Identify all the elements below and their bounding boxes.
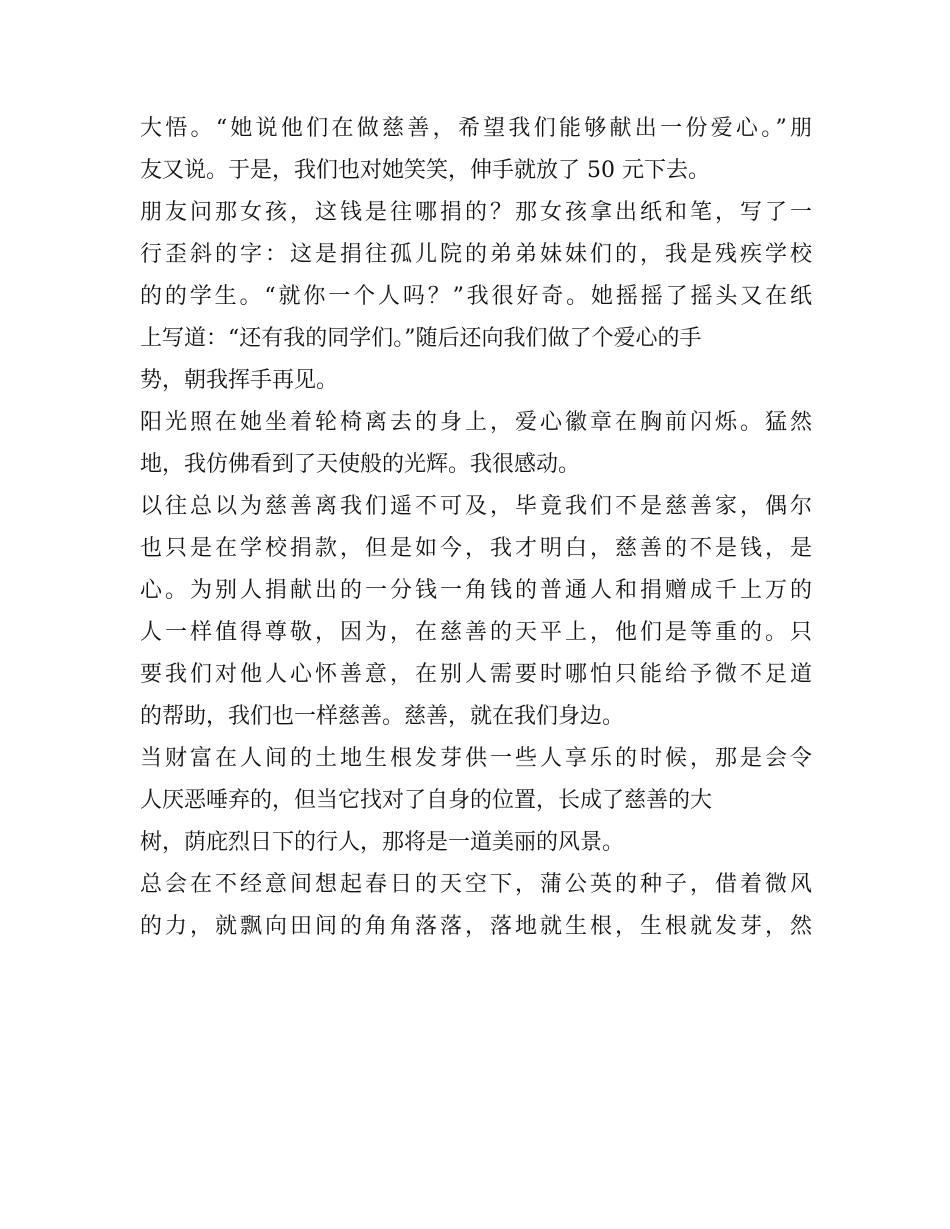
- text-line: 要我们对他人心怀善意，在别人需要时哪怕只能给予微不足道: [140, 662, 812, 687]
- text-line: 的的学生。“就你一个人吗？”我很好奇。她摇摇了摇头又在纸: [140, 284, 812, 309]
- text-line: 上写道：“还有我的同学们。”随后还向我们做了个爱心的手: [140, 326, 702, 351]
- text-line: 人一样值得尊敬，因为，在慈善的天平上，他们是等重的。只: [140, 620, 812, 645]
- text-line: 的帮助，我们也一样慈善。慈善，就在我们身边。: [140, 704, 625, 729]
- text-line: 地，我仿佛看到了天使般的光辉。我很感动。: [140, 452, 581, 477]
- text-line: 友又说。于是，我们也对她笑笑，伸手就放了 50 元下去。: [140, 158, 710, 183]
- text-line: 行歪斜的字：这是捐往孤儿院的弟弟妹妹们的，我是残疾学校: [140, 242, 812, 267]
- text-line: 树，荫庇烈日下的行人，那将是一道美丽的风景。: [140, 830, 625, 855]
- text-line: 心。为别人捐献出的一分钱一角钱的普通人和捐赠成千上万的: [140, 578, 812, 603]
- text-line: 也只是在学校捐款，但是如今，我才明白，慈善的不是钱，是: [140, 536, 812, 561]
- text-line: 当财富在人间的土地生根发芽供一些人享乐的时候，那是会令: [140, 746, 812, 771]
- text-line: 朋友问那女孩，这钱是往哪捐的？那女孩拿出纸和笔，写了一: [140, 200, 812, 225]
- text-line: 以往总以为慈善离我们遥不可及，毕竟我们不是慈善家，偶尔: [140, 494, 812, 519]
- essay-body: [140, 108, 812, 948]
- text-line: 大悟。“她说他们在做慈善，希望我们能够献出一份爱心。”朋: [140, 116, 812, 141]
- text-line: 阳光照在她坐着轮椅离去的身上，爱心徽章在胸前闪烁。猛然: [140, 410, 812, 435]
- text-line: 人厌恶唾弃的，但当它找对了自身的位置，长成了慈善的大: [140, 788, 713, 813]
- text-line: 总会在不经意间想起春日的天空下，蒲公英的种子，借着微风: [140, 872, 812, 897]
- text-line: 势，朝我挥手再见。: [140, 368, 339, 393]
- text-line: 的力，就飘向田间的角角落落，落地就生根，生根就发芽，然: [140, 914, 812, 939]
